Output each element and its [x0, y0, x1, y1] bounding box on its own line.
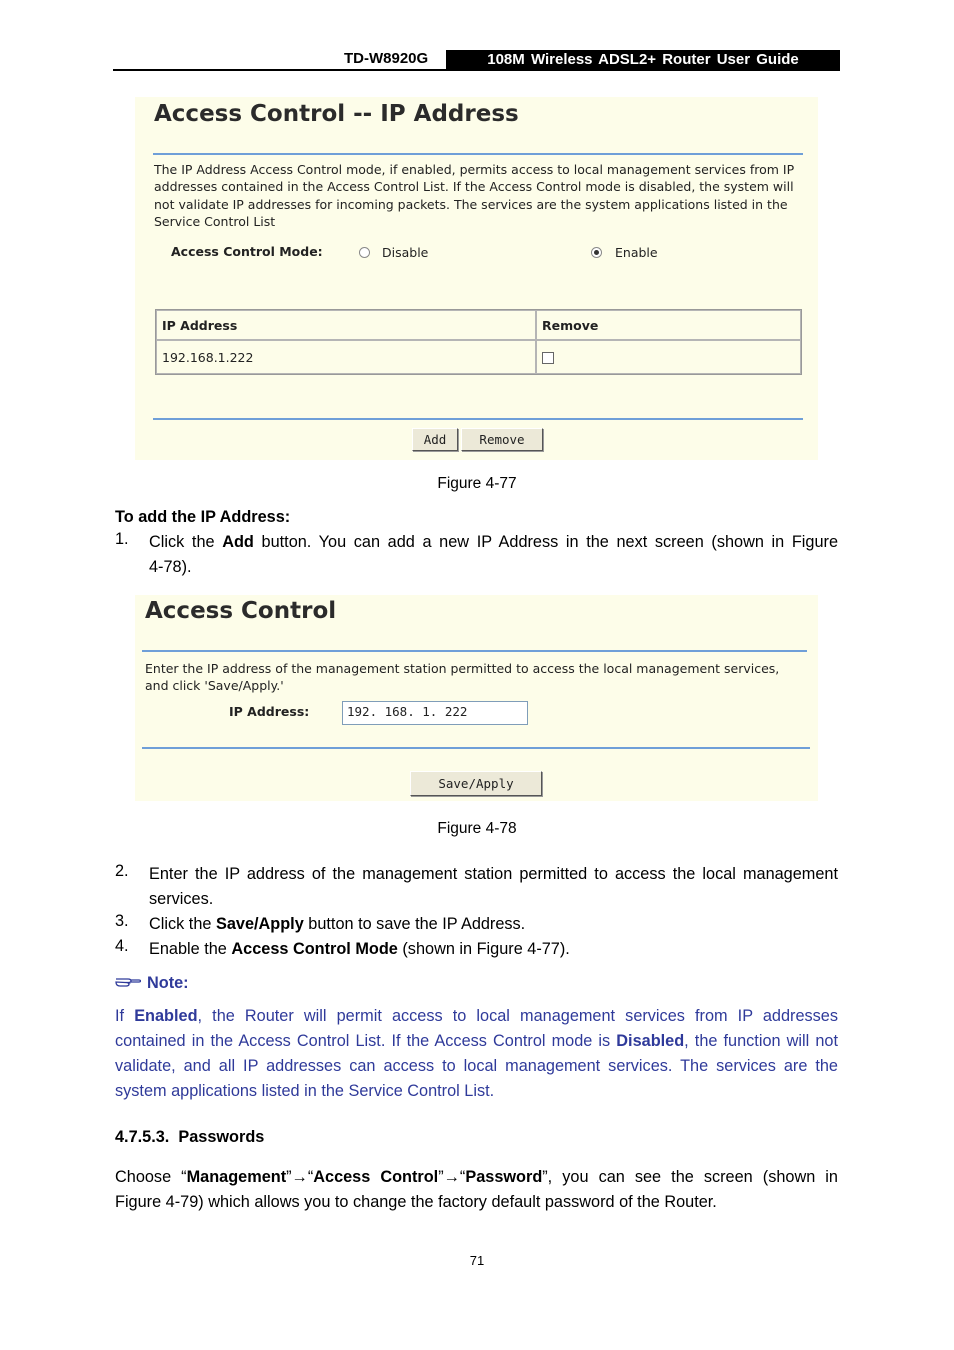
access-control-mode-label: Access Control Mode:: [171, 244, 323, 259]
note-line-1: [115, 1004, 838, 1029]
header-rule: [113, 69, 840, 71]
step-1-number: 1.: [115, 530, 129, 548]
step-4-post: (shown in Figure 4-77).: [402, 940, 570, 958]
note-l2-bold: Disabled: [616, 1032, 685, 1050]
bottom-divider: [142, 747, 810, 749]
remove-button[interactable]: Remove: [461, 428, 543, 451]
enable-label: Enable: [615, 245, 658, 260]
save-apply-button[interactable]: Save/Apply: [410, 771, 542, 796]
note-line-3: validate, and all IP addresses can access to local management services. The services are the: [115, 1057, 838, 1075]
table-header-row: [156, 310, 801, 340]
step-4-number: 4.: [115, 937, 129, 955]
step-3-number: 3.: [115, 912, 129, 930]
ip-address-label: IP Address:: [229, 704, 310, 719]
figure-77-caption: Figure 4-77: [437, 475, 517, 492]
section-heading-passwords: 4.7.5.3. Passwords: [115, 1128, 265, 1146]
note-heading: [115, 974, 189, 993]
panel-title: Access Control -- IP Address: [154, 101, 519, 127]
step-2-line-1: Enter the IP address of the management station permitted to access the local management: [149, 865, 838, 883]
add-button[interactable]: Add: [412, 428, 458, 451]
note-l1-if: If: [115, 1007, 125, 1025]
ip-address-input[interactable]: 192. 168. 1. 222: [342, 701, 528, 725]
passwords-sep-2: ”→“: [438, 1168, 466, 1186]
remove-header: Remove: [536, 310, 801, 340]
page-number: 71: [469, 1253, 485, 1268]
title-divider: [153, 153, 803, 155]
note-l1-rest: , the Router will permit access to local management services from IP addresses: [197, 1007, 838, 1025]
step-1-line-1: [149, 530, 838, 555]
step-3-pre: Click the: [149, 915, 212, 933]
passwords-rest: ”, you can see the screen (shown in: [542, 1168, 838, 1186]
ip-address-cell: 192.168.1.222: [156, 340, 536, 374]
remove-cell: [536, 340, 801, 374]
table-row: [156, 340, 801, 374]
figure-78-screenshot: [135, 595, 818, 801]
panel-title: Access Control: [145, 598, 337, 624]
note-l1-bold: Enabled: [134, 1007, 198, 1025]
step-3-bold: Save/Apply: [215, 915, 304, 933]
step-1-line-2: 4-78).: [149, 558, 192, 576]
access-control-list-table: [155, 309, 802, 375]
note-line-4: system applications listed in the Service Control List.: [115, 1082, 495, 1100]
step-2-number: 2.: [115, 862, 129, 880]
panel-description: The IP Address Access Control mode, if enabled, permits access to local management services from IP addresses contained in the Access Control List. If the Access Control mode is disabled, the system will not validate IP addresses for incoming packets. The services are the system applications listed in the Service Control List: [154, 162, 795, 229]
panel-description: Enter the IP address of the management station permitted to access the local management services, and click 'Save/Apply.': [145, 661, 780, 694]
step-4-pre: Enable the: [149, 940, 227, 958]
passwords-menu-password: Password: [465, 1168, 543, 1186]
step-4-bold: Access Control Mode: [231, 940, 398, 958]
step-3-post: button to save the IP Address.: [308, 915, 526, 933]
ip-address-header: IP Address: [156, 310, 536, 340]
pointing-hand-icon: [115, 975, 141, 989]
step-1-post: button. You can add a new IP Address in the next screen (shown in Figure: [261, 533, 839, 551]
note-label: Note:: [147, 974, 189, 992]
disable-label: Disable: [382, 245, 429, 260]
bottom-divider: [153, 418, 803, 420]
note-line-2: [115, 1029, 838, 1054]
passwords-line-1: [115, 1165, 838, 1190]
passwords-sep-1: ”→“: [286, 1168, 314, 1186]
disable-radio[interactable]: [359, 247, 370, 258]
header-model: TD-W8920G: [344, 50, 429, 67]
step-2-line-2: services.: [149, 890, 214, 908]
note-l2-post: , the function will not: [684, 1032, 838, 1050]
enable-radio[interactable]: [591, 247, 602, 258]
add-ip-heading: To add the IP Address:: [115, 508, 291, 526]
passwords-line-2: Figure 4-79) which allows you to change the factory default password of the Router.: [115, 1193, 717, 1211]
passwords-choose: Choose “: [115, 1168, 187, 1186]
step-1-bold: Add: [222, 533, 254, 551]
title-divider: [142, 650, 807, 652]
remove-checkbox[interactable]: [542, 352, 554, 364]
header-guide-title: 108M Wireless ADSL2+ Router User Guide: [446, 50, 840, 69]
figure-78-caption: Figure 4-78: [437, 820, 517, 837]
step-1-pre: Click the: [149, 533, 215, 551]
passwords-menu-management: Management: [186, 1168, 287, 1186]
step-4-text: [149, 937, 570, 962]
step-3-text: [149, 912, 525, 937]
note-l2-pre: contained in the Access Control List. If the Access Control mode is: [115, 1032, 611, 1050]
passwords-menu-access-control: Access Control: [313, 1168, 439, 1186]
figure-77-screenshot: [135, 97, 818, 460]
